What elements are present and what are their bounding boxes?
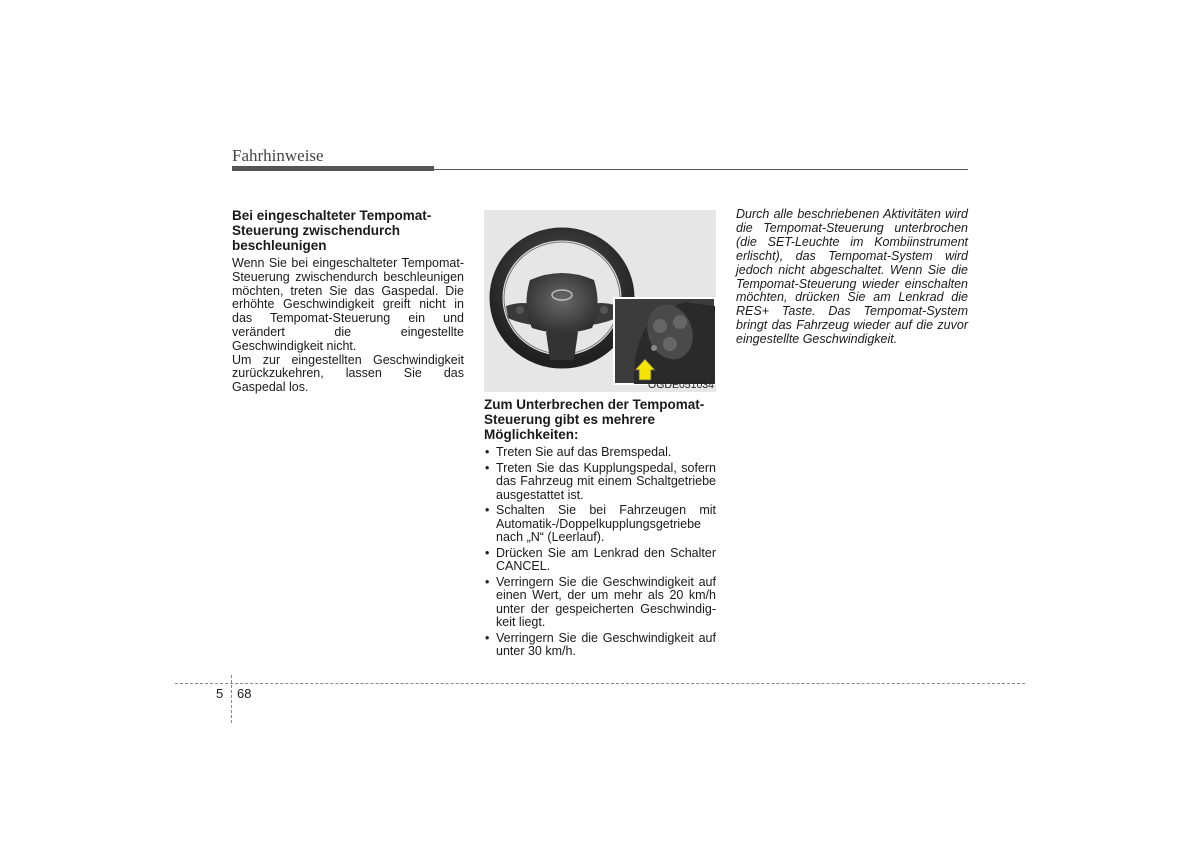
section-heading-interrupt: Zum Unterbrechen der Tempomat-Steuerung gibt es mehrere Möglichkeiten: bbox=[484, 397, 705, 442]
list-item: • Treten Sie auf das Bremspedal. bbox=[484, 446, 716, 460]
list-item: • Treten Sie das Kupplungspedal, sofern das Fahrzeug mit einem Schaltgetriebe ausgestattet ist. bbox=[484, 462, 716, 503]
column-left bbox=[232, 208, 464, 395]
list-item: • Verringern Sie die Geschwindigkeit auf unter 30 km/h. bbox=[484, 632, 716, 659]
figure-code: OGDE051034 bbox=[648, 379, 714, 391]
column-right bbox=[736, 208, 968, 347]
header-rule-thin bbox=[434, 169, 968, 170]
section-number: 5 bbox=[216, 686, 224, 701]
interrupt-list bbox=[484, 446, 716, 659]
list-item: • Verringern Sie die Geschwindigkeit auf einen Wert, der um mehr als 20 km/h unter der gespeicherten Geschwindigkeit liegt. bbox=[484, 576, 716, 630]
steering-wheel-figure bbox=[484, 210, 716, 392]
header-rule-thick bbox=[232, 166, 434, 171]
section-heading-accelerate: Bei eingeschalteter Tempomat-Steuerung zwischendurch beschleunigen bbox=[232, 208, 432, 253]
page-number: 68 bbox=[237, 686, 252, 701]
footer-divider bbox=[231, 675, 232, 723]
page-header-title: Fahrhinweise bbox=[232, 146, 324, 165]
list-item: • Drücken Sie am Lenkrad den Schalter CANCEL. bbox=[484, 547, 716, 574]
list-item: • Schalten Sie bei Fahrzeugen mit Automatik-/Doppelkupplungsgetriebe nach „N“ (Leerlauf). bbox=[484, 504, 716, 545]
column-middle bbox=[484, 397, 716, 661]
paragraph-reactivate: Durch alle beschriebenen Aktivitäten wird die Tempomat-Steuerung unterbrochen (die SET-Leuchte im Kombiinstrument erlischt), das Tempomat-System wird jedoch nicht abgeschaltet. Wenn Sie die Tempomat-Steuerung wieder einschalten möchten, drücken Sie am Lenkrad die RES+ Taste. Das Tempomat-System bringt das Fahrzeug wieder auf die zuvor eingestellte Geschwindigkeit. bbox=[736, 207, 968, 347]
footer-rule bbox=[175, 683, 1025, 684]
paragraph-accelerate: Wenn Sie bei eingeschalteter Tempomat-Steuerung zwischendurch beschleunigen möchten, treten Sie das Gaspedal. Die erhöhte Geschwindigkeit greift nicht in das Tempomat-Steuerung ein und verändert die eingestellte Geschwindigkeit nicht. bbox=[232, 256, 464, 353]
paragraph-return-speed: Um zur eingestellten Geschwindigkeit zurückzukehren, lassen Sie das Gaspedal los. bbox=[232, 352, 464, 395]
steering-wheel-icon bbox=[484, 210, 716, 392]
